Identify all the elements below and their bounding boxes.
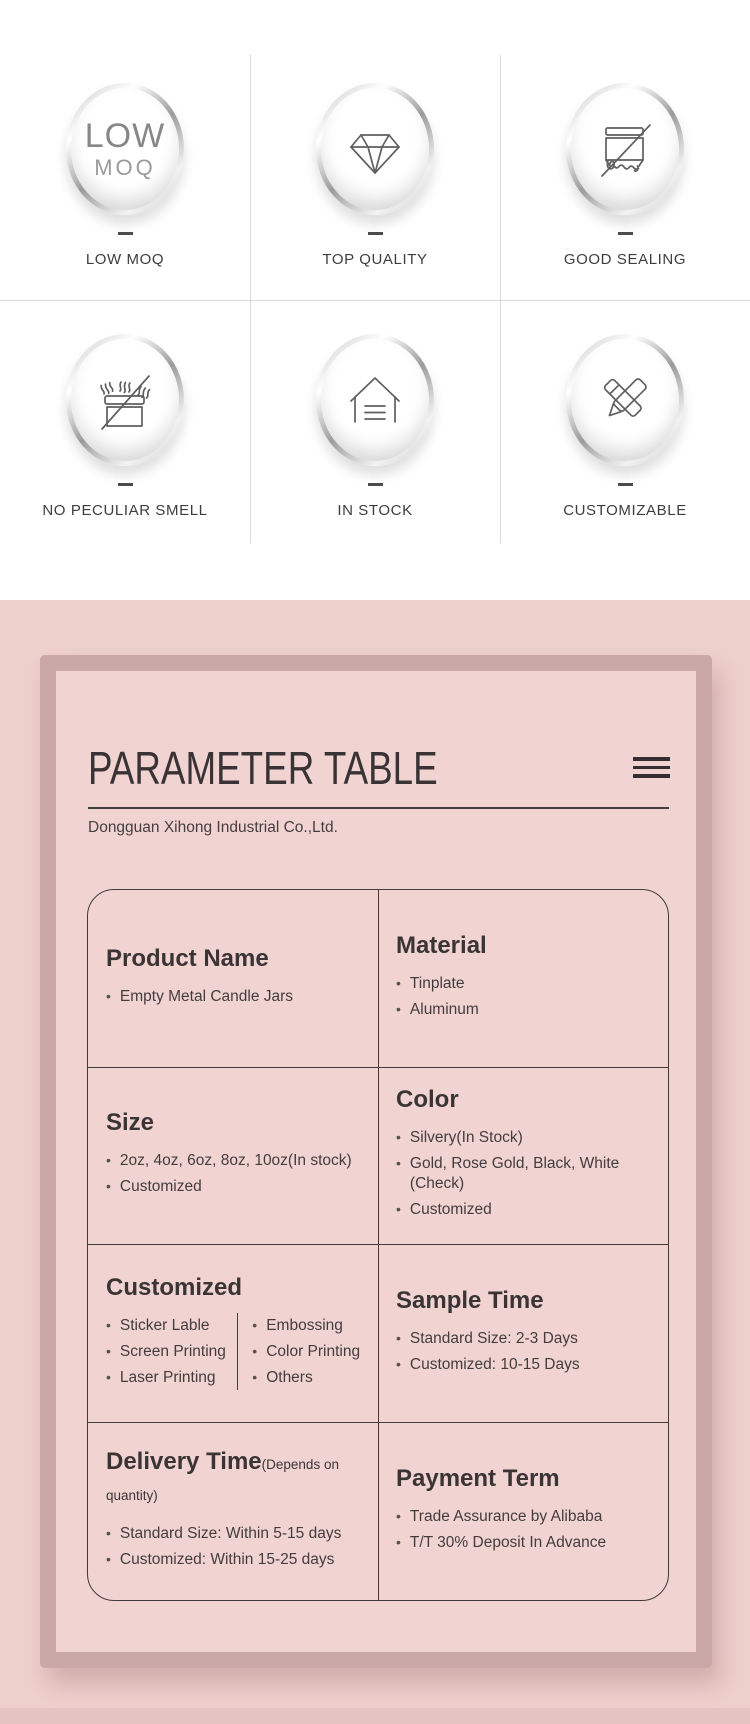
warehouse-icon <box>316 334 434 466</box>
sub-divider <box>237 1313 238 1390</box>
cell-size <box>88 1068 379 1246</box>
feature-label: NO PECULIAR SMELL <box>42 502 208 519</box>
company-name: Dongguan Xihong Industrial Co.,Ltd. <box>88 819 338 836</box>
dash-divider <box>118 483 133 486</box>
cell-items <box>396 1501 662 1558</box>
diamond-icon <box>316 83 434 215</box>
crossed-pens-icon <box>566 334 684 466</box>
cell-payment-term <box>379 1423 668 1601</box>
dash-divider <box>618 232 633 235</box>
cell-heading: Payment Term <box>396 1464 560 1492</box>
parameter-table <box>87 889 669 1601</box>
parameter-section <box>0 600 750 1724</box>
heading-note: (Depends on quantity) <box>106 1456 339 1503</box>
list-item: • Others <box>252 1367 360 1388</box>
feature-customizable <box>500 300 750 545</box>
list-item: • Empty Metal Candle Jars <box>106 986 372 1007</box>
list-item: • Color Printing <box>252 1341 360 1362</box>
cell-heading: Delivery Time(Depends on quantity) <box>106 1447 339 1503</box>
feature-low-moq <box>0 55 250 300</box>
features-section <box>0 0 750 600</box>
list-item: • Customized <box>106 1176 372 1197</box>
feature-label: GOOD SEALING <box>563 251 687 268</box>
dash-divider <box>368 483 383 486</box>
list-item: • Trade Assurance by Alibaba <box>396 1506 662 1527</box>
page-title: PARAMETER TABLE <box>88 742 438 794</box>
feature-in-stock <box>250 300 500 545</box>
cell-items <box>396 968 662 1025</box>
list-item: • Standard Size: Within 5-15 days <box>106 1523 372 1544</box>
title-underline <box>88 807 669 809</box>
list-item: • Customized: 10-15 Days <box>396 1354 662 1375</box>
list-item: • Customized: Within 15-25 days <box>106 1549 372 1570</box>
cell-customized <box>88 1245 379 1423</box>
cell-items <box>396 1122 662 1225</box>
list-item: • Sticker Lable <box>106 1315 237 1336</box>
no-smell-jar-icon <box>66 334 184 466</box>
list-item: • Aluminum <box>396 999 662 1020</box>
list-item: • Screen Printing <box>106 1341 237 1362</box>
cell-heading: Material <box>396 931 487 959</box>
parameter-card-panel <box>56 671 696 1652</box>
cell-material <box>379 890 668 1068</box>
feature-good-sealing <box>500 55 750 300</box>
parameter-card-frame <box>40 655 712 1668</box>
list-item: • Standard Size: 2-3 Days <box>396 1328 662 1349</box>
feature-label: CUSTOMIZABLE <box>563 502 687 519</box>
cell-heading: Size <box>106 1109 155 1137</box>
hamburger-menu-icon <box>633 757 670 783</box>
list-item: • Embossing <box>252 1315 360 1336</box>
cell-product-name <box>88 890 379 1068</box>
list-item: • Laser Printing <box>106 1367 237 1388</box>
cell-delivery-time <box>88 1423 379 1601</box>
dash-divider <box>118 232 133 235</box>
cell-items <box>106 1145 372 1202</box>
feature-top-quality <box>250 55 500 300</box>
dash-divider <box>618 483 633 486</box>
feature-grid <box>0 55 750 545</box>
cell-items-left <box>106 1310 237 1393</box>
low-moq-badge-icon <box>66 83 184 215</box>
cell-sample-time <box>379 1245 668 1423</box>
customized-split <box>106 1310 372 1393</box>
cell-heading: Product Name <box>106 944 269 972</box>
list-item: • Silvery(In Stock) <box>396 1127 662 1148</box>
cell-items <box>106 981 372 1012</box>
cell-color <box>379 1068 668 1246</box>
bottom-darker-strip <box>0 1708 750 1724</box>
list-item: • T/T 30% Deposit In Advance <box>396 1532 662 1553</box>
badge-text-moq: MOQ <box>94 154 156 180</box>
cell-items <box>396 1323 662 1380</box>
cell-items <box>106 1518 372 1575</box>
list-item: • Tinplate <box>396 973 662 994</box>
feature-label: TOP QUALITY <box>322 251 428 268</box>
badge-text-low: LOW <box>84 116 166 155</box>
cell-items-right <box>252 1310 360 1393</box>
list-item: • 2oz, 4oz, 6oz, 8oz, 10oz(In stock) <box>106 1150 372 1171</box>
cell-heading: Sample Time <box>396 1286 544 1314</box>
sealed-jar-icon <box>566 83 684 215</box>
feature-no-peculiar-smell <box>0 300 250 545</box>
cell-heading: Customized <box>106 1273 243 1301</box>
list-item: • Gold, Rose Gold, Black, White (Check) <box>396 1153 662 1194</box>
list-item: • Customized <box>396 1199 662 1220</box>
cell-heading: Color <box>396 1086 459 1114</box>
feature-label: IN STOCK <box>337 502 413 519</box>
feature-label: LOW MOQ <box>85 251 165 268</box>
dash-divider <box>368 232 383 235</box>
